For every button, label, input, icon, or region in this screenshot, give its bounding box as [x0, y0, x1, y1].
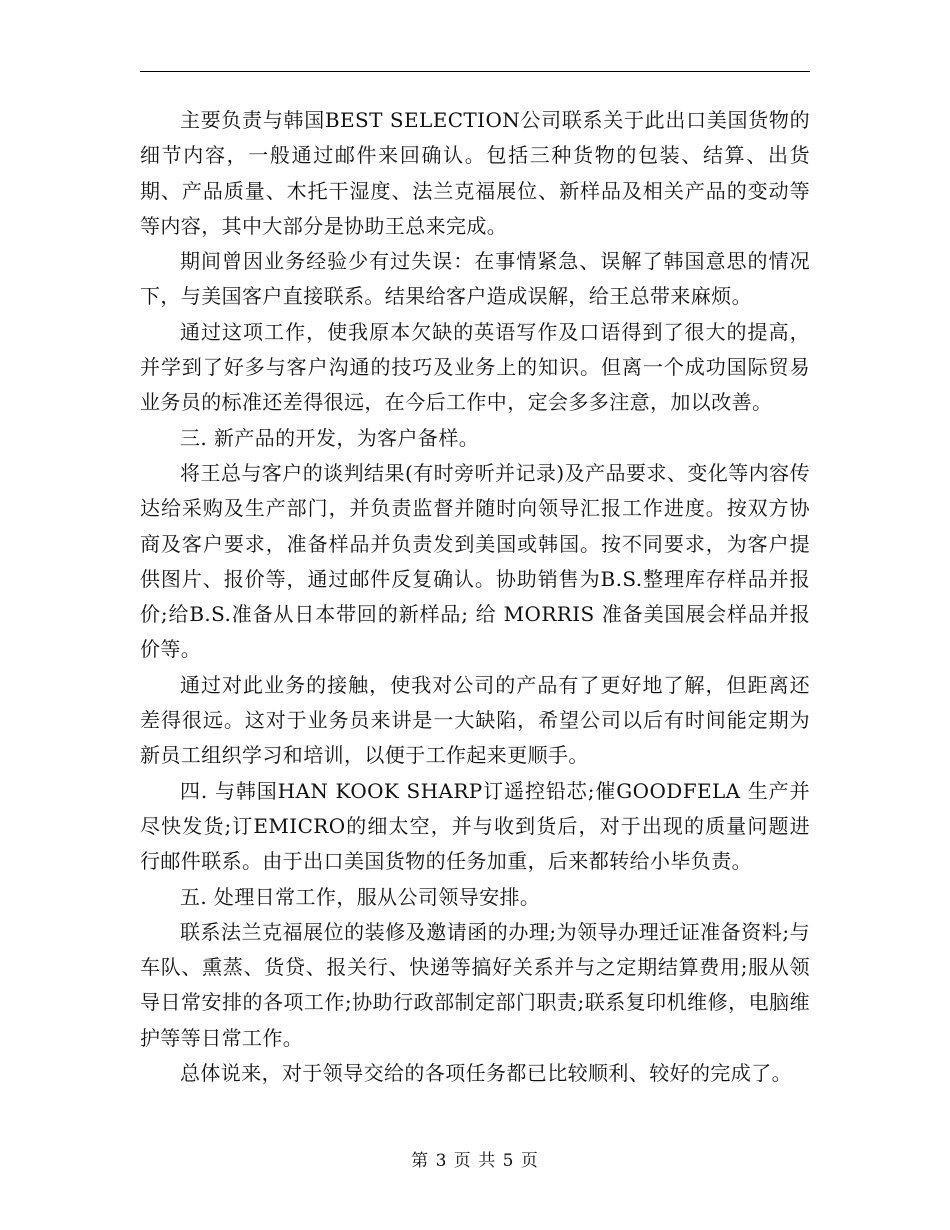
paragraph-3: 通过这项工作，使我原本欠缺的英语写作及口语得到了很大的提高，并学到了好多与客户沟通的技巧及业务上的知识。但离一个成功国际贸易业务员的标准还差得很远，在今后工作中，定会多多注意，加以改善。	[140, 319, 810, 415]
paragraph-2: 期间曾因业务经验少有过失误：在事情紧急、误解了韩国意思的情况下，与美国客户直接联系。结果给客户造成误解，给王总带来麻烦。	[140, 249, 810, 309]
paragraph-4: 将王总与客户的谈判结果(有时旁听并记录)及产品要求、变化等内容传达给采购及生产部门，并负责监督并随时向领导汇报工作进度。按双方协商及客户要求，准备样品并负责发到美国或韩国。按不同要求，为客户提供图片、报价等，通过邮件反复确认。协助销售为B.S.整理库存样品并报价;给B.S.准备从日本带回的新样品; 给 MORRIS 准备美国展会样品并报价等。	[140, 460, 810, 662]
section-heading-5: 五. 处理日常工作，服从公司领导安排。	[180, 884, 541, 909]
section-heading-4: 四. 与韩国HAN KOOK SHARP订遥控铅芯;催GOODFELA 生产并尽快发货;订EMICRO的细太空，并与收到货后，对于出现的质量问题进行邮件联系。由于出口美国货物的任务加重，后来都转给小毕负责。	[140, 778, 810, 874]
document-body	[140, 103, 810, 1091]
paragraph-7: 总体说来，对于领导交给的各项任务都已比较顺利、较好的完成了。	[180, 1061, 792, 1086]
page-number-footer: 第 3 页 共 5 页	[411, 1151, 539, 1171]
section-heading-3: 三. 新产品的开发，为客户备样。	[180, 425, 480, 450]
paragraph-6: 联系法兰克福展位的装修及邀请函的办理;为领导办理迁证准备资料;与车队、熏蒸、货贷、报关行、快递等搞好关系并与之定期结算费用;服从领导日常安排的各项工作;协助行政部制定部门职责;联系复印机维修，电脑维护等等日常工作。	[140, 919, 810, 1050]
header-rule	[140, 71, 810, 72]
paragraph-5: 通过对此业务的接触，使我对公司的产品有了更好地了解，但距离还差得很远。这对于业务员来讲是一大缺陷，希望公司以后有时间能定期为新员工组织学习和培训，以便于工作起来更顺手。	[140, 672, 810, 768]
paragraph-1: 主要负责与韩国BEST SELECTION公司联系关于此出口美国货物的细节内容，一般通过邮件来回确认。包括三种货物的包装、结算、出货期、产品质量、木托干湿度、法兰克福展位、新样品及相关产品的变动等等内容，其中大部分是协助王总来完成。	[140, 108, 810, 238]
